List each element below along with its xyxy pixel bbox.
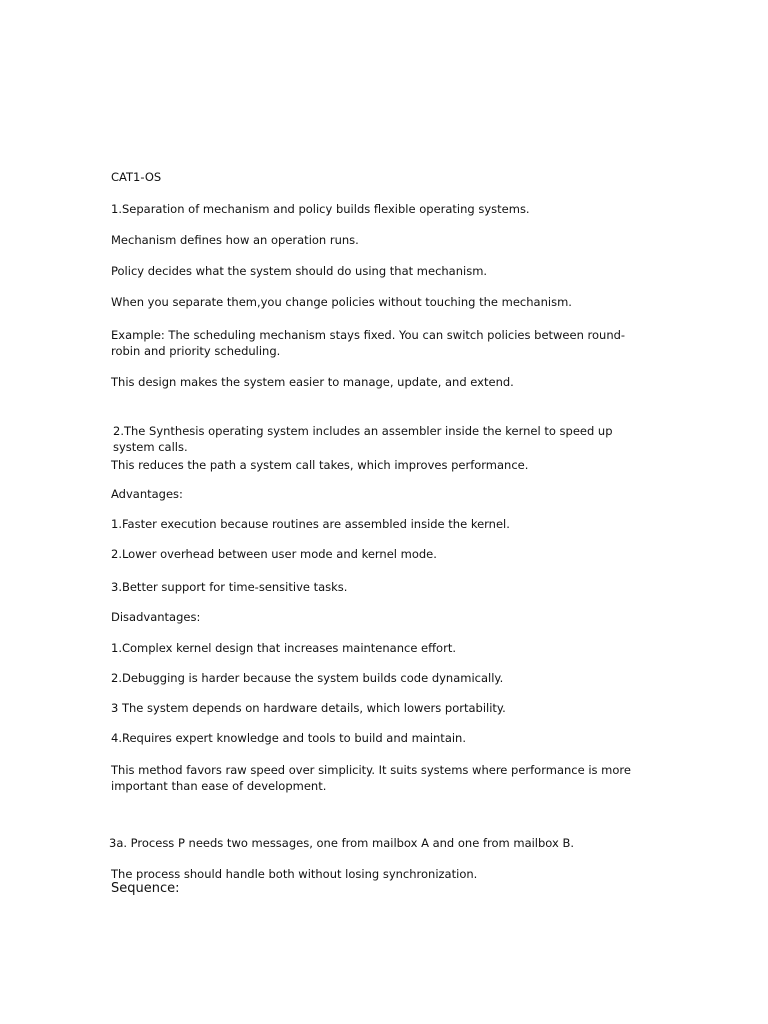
advantages-label: Advantages: <box>111 487 183 501</box>
section3-handle: The process should handle both without losing synchronization. <box>111 867 478 881</box>
advantage-item: 2.Lower overhead between user mode and kernel mode. <box>111 547 437 561</box>
disadvantage-item: 3 The system depends on hardware details, which lowers portability. <box>111 701 506 715</box>
advantage-item: 1.Faster execution because routines are assembled inside the kernel. <box>111 517 510 531</box>
advantage-item: 3.Better support for time-sensitive tasks. <box>111 580 348 594</box>
disadvantage-item: 4.Requires expert knowledge and tools to build and maintain. <box>111 731 467 745</box>
section1-policy: Policy decides what the system should do using that mechanism. <box>111 264 488 278</box>
section2-intro: 2.The Synthesis operating system includes an assembler inside the kernel to speed up system calls. <box>113 424 613 454</box>
sequence-label: Sequence: <box>111 881 180 896</box>
section1-design: This design makes the system easier to manage, update, and extend. <box>111 375 514 389</box>
section2-conclusion: This method favors raw speed over simplicity. It suits systems where performance is more important than ease of development. <box>111 763 631 793</box>
section1-separate: When you separate them,you change policies without touching the mechanism. <box>111 295 572 309</box>
section1-mechanism: Mechanism defines how an operation runs. <box>111 233 359 247</box>
section1-example: Example: The scheduling mechanism stays fixed. You can switch policies between round-robin and priority scheduling. <box>111 328 626 358</box>
document-title: CAT1-OS <box>111 170 162 184</box>
section3-intro: 3a. Process P needs two messages, one from mailbox A and one from mailbox B. <box>109 836 574 850</box>
disadvantages-label: Disadvantages: <box>111 610 201 624</box>
section2-path: This reduces the path a system call takes, which improves performance. <box>111 458 529 472</box>
section1-intro: 1.Separation of mechanism and policy builds flexible operating systems. <box>111 202 530 216</box>
disadvantage-item: 1.Complex kernel design that increases maintenance effort. <box>111 641 456 655</box>
disadvantage-item: 2.Debugging is harder because the system builds code dynamically. <box>111 671 504 685</box>
